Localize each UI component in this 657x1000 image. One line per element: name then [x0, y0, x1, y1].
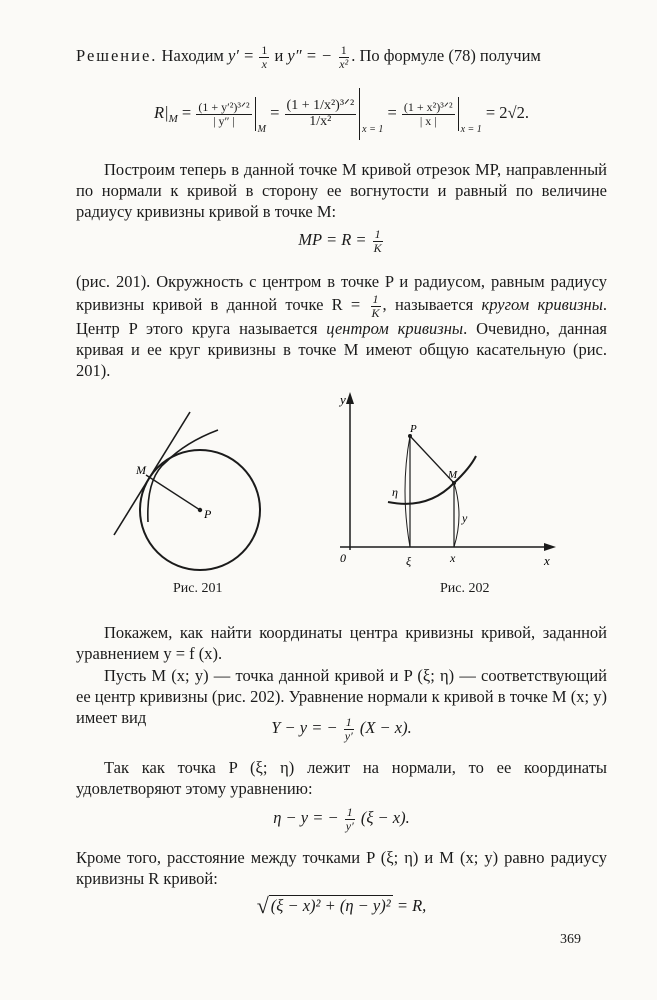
- fraction-den: 1/x²: [309, 113, 332, 129]
- brace-y: [454, 483, 459, 547]
- equation-curvature-radius: [76, 88, 607, 140]
- fraction: [344, 806, 356, 832]
- center-point: [198, 508, 202, 512]
- eval-bar: [255, 97, 256, 131]
- paragraph-circle: [76, 272, 607, 382]
- term-curvature-center: центром кривизны: [326, 319, 464, 339]
- brace-eta: [405, 436, 410, 547]
- eq-sign: =: [181, 102, 192, 122]
- radius-mp: [146, 475, 200, 510]
- fraction: [196, 101, 251, 127]
- text-fragment: , называется: [382, 294, 474, 314]
- eq-lhs: MP = R =: [298, 229, 367, 249]
- paragraph-construct: Построим теперь в данной точке M кривой отрезок MP, направленный по нормали к кривой в сторону ее вогнутости и равный по величине радиусу кривизны кривой в точке M:: [76, 160, 607, 221]
- caption-fig-202: Рис. 202: [440, 581, 490, 596]
- fraction-den: K: [373, 240, 382, 255]
- sqrt-radicand: (ξ − x)² + (η − y)²: [270, 896, 391, 915]
- eval-bar: [359, 88, 360, 140]
- derivative-2: y″ = −: [287, 45, 333, 65]
- fraction: [343, 716, 355, 742]
- equation-eta: [76, 806, 607, 832]
- fraction-num: 1: [340, 43, 347, 57]
- solution-label: Решение.: [76, 45, 158, 65]
- caption-fig-201: Рис. 201: [173, 581, 223, 596]
- solution-paragraph: [76, 44, 607, 70]
- text-fragment: . Центр P этого круга называется: [76, 294, 608, 339]
- label-m: M: [136, 463, 146, 477]
- eq-lhs: R|: [154, 102, 169, 122]
- fraction: [259, 44, 269, 70]
- equation-mp: [76, 228, 607, 254]
- equation-normal: [76, 716, 607, 742]
- fraction-num: 1: [261, 43, 268, 57]
- eq-sign: =: [270, 102, 280, 122]
- text-fragment: . Очевидно, данная кривая и ее круг кривизны в точке M имеют общую касательную (рис. 201).: [76, 319, 607, 381]
- figure-202: [330, 390, 560, 580]
- label-xi: ξ: [406, 554, 412, 568]
- figure-201: [100, 400, 280, 580]
- paragraph-show: Покажем, как найти координаты центра кривизны кривой, заданной уравнением y = f (x).: [76, 623, 607, 663]
- page-number: 369: [560, 932, 581, 947]
- point-m: [452, 481, 456, 485]
- tangent-line: [114, 412, 190, 535]
- eq-sub: M: [257, 123, 266, 135]
- eq-rhs: = R,: [396, 896, 427, 915]
- fraction: [372, 228, 384, 254]
- fraction-den: x: [261, 56, 267, 71]
- y-axis-arrow: [346, 392, 354, 404]
- fraction-den: | y″ |: [213, 113, 235, 128]
- paragraph-normal: Пусть M (x; y) — точка данной кривой и P (ξ; η) — соответствующий ее центр кривизны (рис. 202). Уравнение нормали к кривой в точке M (x; y) имеет вид: [76, 666, 607, 727]
- label-p: P: [410, 423, 417, 435]
- eq-sub: x = 1: [362, 123, 384, 135]
- paragraph-on-normal: Так как точка P (ξ; η) лежит на нормали, то ее координаты удовлетворяют этому уравнению:: [76, 758, 607, 798]
- fraction-num: (1 + x²)³ᐟ²: [403, 99, 453, 114]
- fraction-num: 1: [374, 227, 381, 241]
- sqrt-sign: √: [256, 893, 269, 918]
- label-origin: 0: [340, 551, 346, 565]
- label-y-axis: y: [340, 392, 346, 407]
- fraction-num: (1 + 1/x²)³ᐟ²: [286, 97, 355, 113]
- eq-rhs: (ξ − x).: [360, 807, 410, 827]
- eq-result: = 2√2.: [485, 102, 529, 122]
- label-y-segment: y: [462, 511, 468, 525]
- fraction: [402, 101, 455, 127]
- curve: [388, 456, 476, 504]
- fraction: [337, 44, 350, 70]
- fraction-den: | x |: [419, 113, 437, 128]
- eval-bar: [458, 97, 459, 131]
- fraction-den: x²: [339, 56, 349, 71]
- term-curvature-circle: кругом кривизны: [481, 294, 603, 314]
- eq-sub: x = 1: [460, 123, 482, 135]
- eq-sign: =: [387, 102, 397, 122]
- fraction-num: 1: [346, 805, 353, 819]
- eq-sub: M: [168, 112, 178, 125]
- fraction-num: 1: [345, 715, 352, 729]
- paragraph-distance: Кроме того, расстояние между точками P (ξ; η) и M (x; y) равно радиусу кривизны R кривой:: [76, 848, 607, 888]
- fraction: [370, 293, 382, 319]
- text-fragment: . По формуле (78) получим: [351, 45, 541, 65]
- label-p: P: [204, 507, 212, 521]
- label-x-tick: x: [450, 551, 456, 565]
- x-axis-arrow: [544, 543, 556, 551]
- label-eta: η: [392, 485, 398, 499]
- fraction-den: K: [371, 305, 380, 320]
- text-fragment: и: [274, 45, 284, 65]
- eq-rhs: (X − x).: [359, 717, 412, 737]
- fraction-den: y′: [344, 728, 353, 743]
- fraction-num: (1 + y′²)³ᐟ²: [198, 99, 250, 114]
- fraction-num: 1: [372, 291, 379, 306]
- label-x-axis: x: [544, 553, 550, 568]
- label-m: M: [448, 469, 458, 481]
- text-fragment: Находим: [161, 45, 224, 65]
- text-fragment: (рис. 201). Окружность с центром в точке P и радиусом, равным радиусу кривизны кривой в данной точке R =: [76, 272, 607, 314]
- fraction: [285, 99, 357, 129]
- fraction-den: y′: [345, 818, 354, 833]
- eq-lhs: Y − y = −: [271, 717, 338, 737]
- derivative-1: y′ =: [227, 45, 255, 65]
- equation-distance: [76, 892, 607, 920]
- eq-lhs: η − y = −: [273, 807, 339, 827]
